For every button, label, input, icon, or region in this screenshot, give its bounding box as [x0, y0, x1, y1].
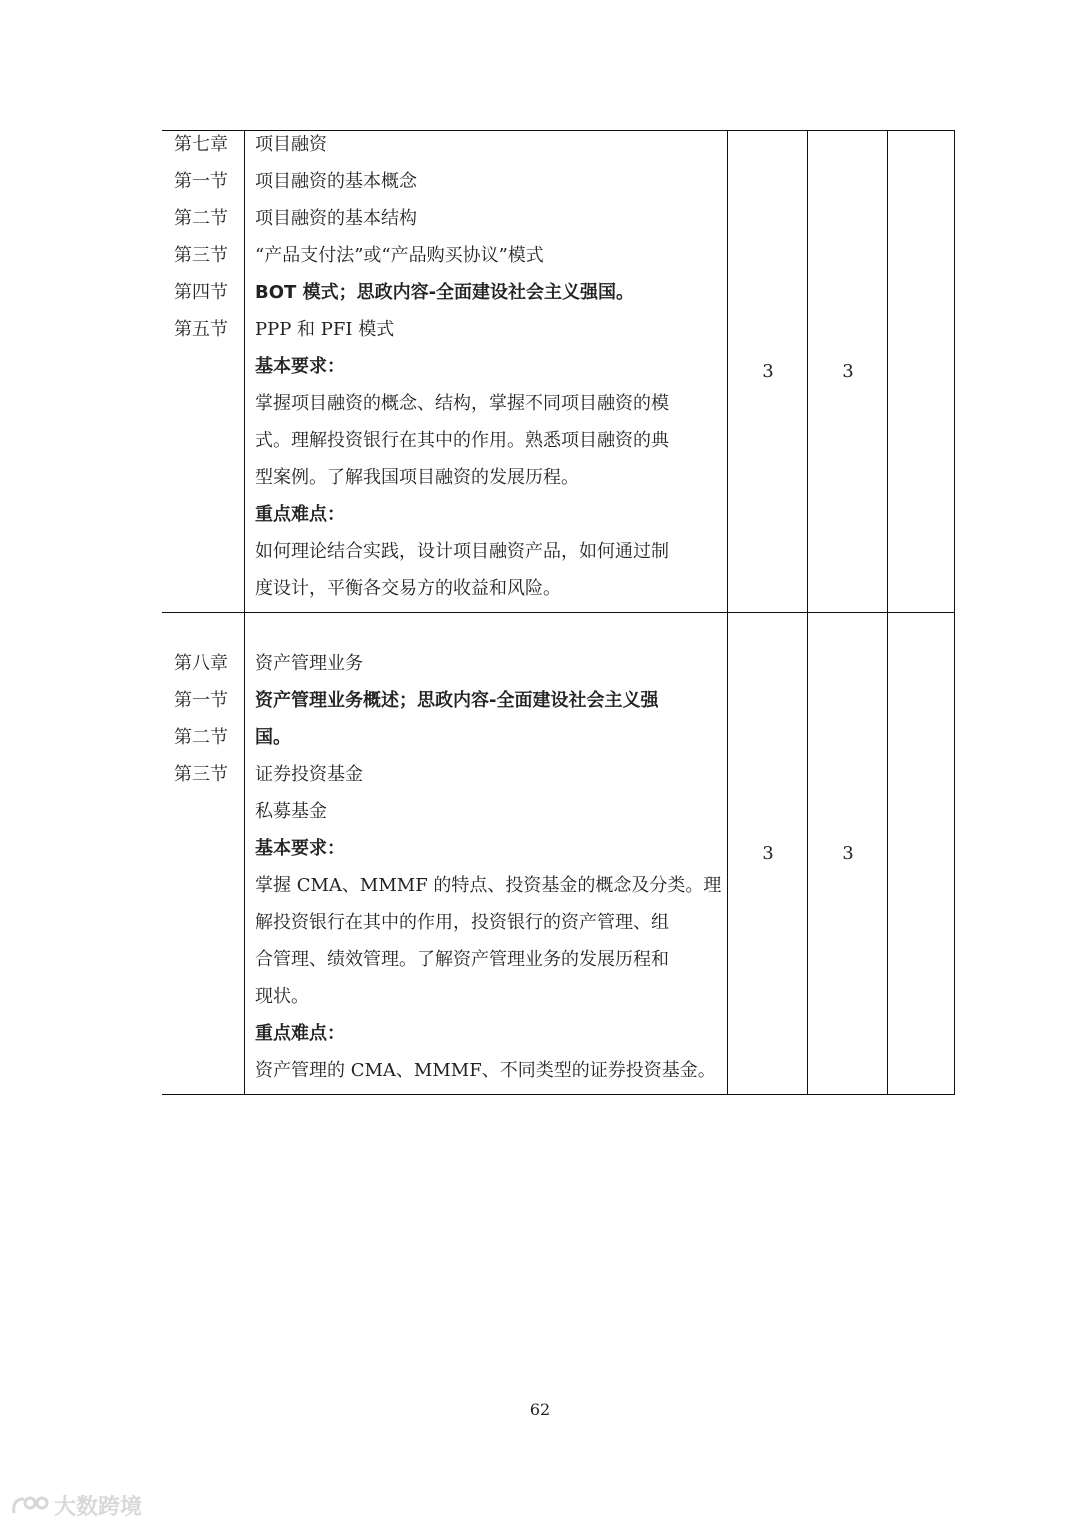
content-line-bold: 国。: [255, 727, 291, 748]
section-label: 第五节: [174, 319, 228, 340]
empty-cell: [888, 131, 955, 613]
content-line-bold: BOT 模式；思政内容-全面建设社会主义强国。: [255, 282, 635, 303]
content-line: 证券投资基金: [255, 764, 363, 785]
chapter-label: 第八章: [174, 653, 228, 674]
content-line: 项目融资的基本结构: [255, 208, 417, 229]
hours-cell-2: 3: [808, 131, 888, 613]
page-number: 62: [529, 1400, 551, 1419]
empty-cell: [888, 613, 955, 1095]
content-line: 掌握 CMA、MMMF 的特点、投资基金的概念及分类。理: [255, 875, 722, 896]
section-label: 第四节: [174, 282, 228, 303]
section-label: 第二节: [174, 208, 228, 229]
content-line: 解投资银行在其中的作用，投资银行的资产管理、组: [255, 912, 669, 933]
hours-cell-1: 3: [728, 613, 808, 1095]
section-label: 第二节: [174, 727, 228, 748]
section-label: 第三节: [174, 764, 228, 785]
content-line: “产品支付法”或“产品购买协议”模式: [255, 245, 544, 266]
brand-logo-icon: [10, 1493, 50, 1519]
content-line: 项目融资: [255, 134, 327, 155]
content-line: 资产管理的 CMA、MMMF、不同类型的证券投资基金。: [255, 1060, 716, 1081]
content-line: 度设计，平衡各交易方的收益和风险。: [255, 578, 561, 599]
key-points-heading: 重点难点：: [255, 1023, 345, 1044]
content-line: 资产管理业务: [255, 653, 363, 674]
content-line: 式。理解投资银行在其中的作用。熟悉项目融资的典: [255, 430, 669, 451]
section-label: 第一节: [174, 171, 228, 192]
hours-cell-2: 3: [808, 613, 888, 1095]
content-line: 现状。: [255, 986, 309, 1007]
chapter-row-8: [162, 613, 955, 1095]
content-line: PPP 和 PFI 模式: [255, 319, 395, 340]
content-line: 掌握项目融资的概念、结构，掌握不同项目融资的模: [255, 393, 669, 414]
chapter-labels-cell: [162, 613, 245, 1095]
content-line: 型案例。了解我国项目融资的发展历程。: [255, 467, 579, 488]
watermark-text: 大数跨境: [54, 1495, 143, 1520]
key-points-heading: 重点难点：: [255, 504, 345, 525]
requirements-heading: 基本要求：: [255, 356, 345, 377]
chapter-labels-cell: [162, 131, 245, 613]
chapter-content-cell: [245, 131, 728, 613]
syllabus-table: [162, 130, 955, 1095]
section-label: 第一节: [174, 690, 228, 711]
chapter-content-cell: [245, 613, 728, 1095]
hours-cell-1: 3: [728, 131, 808, 613]
chapter-row-7: [162, 131, 955, 613]
requirements-heading: 基本要求：: [255, 838, 345, 859]
section-label: 第三节: [174, 245, 228, 266]
watermark: [10, 1490, 142, 1521]
content-line: 如何理论结合实践，设计项目融资产品，如何通过制: [255, 541, 669, 562]
content-line-bold: 资产管理业务概述；思政内容-全面建设社会主义强: [255, 690, 659, 711]
content-line: 项目融资的基本概念: [255, 171, 417, 192]
content-line: 合管理、绩效管理。了解资产管理业务的发展历程和: [255, 949, 669, 970]
chapter-label: 第七章: [174, 134, 228, 155]
content-line: 私募基金: [255, 801, 327, 822]
